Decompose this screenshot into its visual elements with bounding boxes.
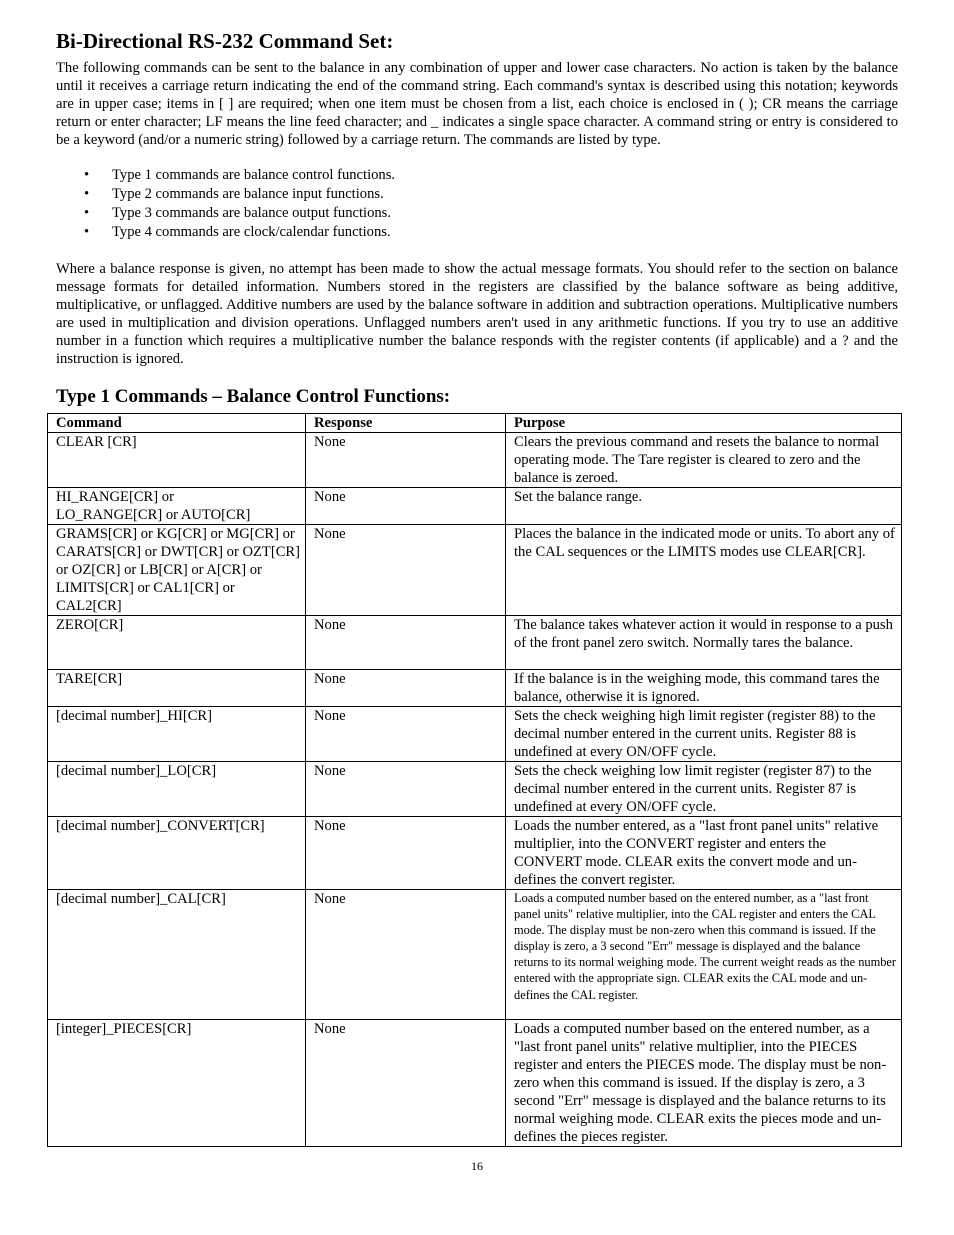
response-cell: None xyxy=(306,762,506,817)
command-types-list xyxy=(56,166,856,242)
command-cell: HI_RANGE[CR] or LO_RANGE[CR] or AUTO[CR] xyxy=(48,488,306,525)
command-cell: [decimal number]_CAL[CR] xyxy=(48,890,306,1020)
response-cell: None xyxy=(306,1020,506,1147)
command-cell: [decimal number]_CONVERT[CR] xyxy=(48,817,306,890)
list-item xyxy=(56,166,856,185)
response-cell: None xyxy=(306,525,506,616)
list-item-text: Type 3 commands are balance output functions. xyxy=(112,205,392,221)
purpose-cell: The balance takes whatever action it would in response to a push of the front panel zero switch. Normally tares the balance. xyxy=(506,616,902,670)
purpose-cell: Clears the previous command and resets the balance to normal operating mode. The Tare register is cleared to zero and the balance is zeroed. xyxy=(506,433,902,488)
command-cell: GRAMS[CR] or KG[CR] or MG[CR] or CARATS[CR] or DWT[CR] or OZT[CR] or OZ[CR] or LB[CR] or A[CR] or LIMITS[CR] or CAL1[CR] or CAL2[CR] xyxy=(48,525,306,616)
response-cell: None xyxy=(306,890,506,1020)
column-header-response: Response xyxy=(306,414,506,433)
column-header-purpose: Purpose xyxy=(506,414,902,433)
list-item xyxy=(56,204,856,223)
command-cell: TARE[CR] xyxy=(48,670,306,707)
table-header-row xyxy=(48,414,902,433)
response-cell: None xyxy=(306,707,506,762)
list-item xyxy=(56,223,856,242)
table-row xyxy=(48,762,902,817)
list-item-text: Type 2 commands are balance input functions. xyxy=(112,186,384,202)
commands-table xyxy=(47,413,902,1147)
section-title: Type 1 Commands – Balance Control Functions: xyxy=(56,386,451,407)
table-row xyxy=(48,1020,902,1147)
command-cell: [integer]_PIECES[CR] xyxy=(48,1020,306,1147)
purpose-cell: Set the balance range. xyxy=(506,488,902,525)
list-item-text: Type 4 commands are clock/calendar functions. xyxy=(112,224,391,240)
intro-paragraph: The following commands can be sent to the balance in any combination of upper and lower case characters. No action is taken by the balance until it receives a carriage return indicating the end of the command string. Each command's syntax is described using this notation; keywords are in upper case; items in [ ] are required; when one item must be chosen from a list, each choice is enclosed in ( ); CR means the carriage return or enter character; LF means the line feed character; and _ indicates a single space character. A command string or entry is considered to be a keyword (and/or a numeric string) followed by a carriage return. The commands are listed by type. xyxy=(56,60,898,148)
purpose-cell: Sets the check weighing high limit register (register 88) to the decimal number entered in the current units. Register 88 is undefined at every ON/OFF cycle. xyxy=(506,707,902,762)
purpose-cell: Loads a computed number based on the entered number, as a "last front panel units" relative multiplier, into the CAL register and enters the CAL mode. The display must be non-zero when this command is issued. If the display is zero, a 3 second "Err" message is displayed and the balance returns to its normal weighing mode. The current weight reads as the number entered with the appropriate sign. CLEAR exits the CAL mode and un-defines the CAL register. xyxy=(506,890,902,1020)
table-row xyxy=(48,670,902,707)
page-number: 16 xyxy=(471,1159,483,1173)
table-row xyxy=(48,890,902,1020)
table-row xyxy=(48,616,902,670)
bullet-icon: • xyxy=(84,205,90,221)
response-cell: None xyxy=(306,433,506,488)
purpose-cell: Sets the check weighing low limit register (register 87) to the decimal number entered in the current units. Register 87 is undefined at every ON/OFF cycle. xyxy=(506,762,902,817)
response-cell: None xyxy=(306,670,506,707)
column-header-command: Command xyxy=(48,414,306,433)
purpose-cell: Loads the number entered, as a "last front panel units" relative multiplier, into the CONVERT register and enters the CONVERT mode. CLEAR exits the convert mode and un-defines the convert register. xyxy=(506,817,902,890)
command-cell: [decimal number]_LO[CR] xyxy=(48,762,306,817)
command-cell: CLEAR [CR] xyxy=(48,433,306,488)
response-cell: None xyxy=(306,616,506,670)
table-row xyxy=(48,433,902,488)
table-row xyxy=(48,817,902,890)
page-heading: Bi-Directional RS-232 Command Set: xyxy=(56,29,394,53)
table-row xyxy=(48,707,902,762)
purpose-cell: If the balance is in the weighing mode, this command tares the balance, otherwise it is ignored. xyxy=(506,670,902,707)
bullet-icon: • xyxy=(84,224,90,240)
command-cell: [decimal number]_HI[CR] xyxy=(48,707,306,762)
command-cell: ZERO[CR] xyxy=(48,616,306,670)
table-row xyxy=(48,525,902,616)
bullet-icon: • xyxy=(84,167,90,183)
response-notes-paragraph: Where a balance response is given, no attempt has been made to show the actual message formats. You should refer to the section on balance message formats for detailed information. Numbers stored in the registers are classified by the balance software as being additive, multiplicative, or unflagged. Additive numbers are used by the balance software in addition and subtraction operations. Multiplicative numbers are used in multiplication and division operations. Unflagged numbers aren't used in any arithmetic functions. If you try to use an additive number in a function which requires a multiplicative number the balance responds with the register contents (if applicable) and a ? and the instruction is ignored. xyxy=(56,261,898,367)
bullet-icon: • xyxy=(84,186,90,202)
response-cell: None xyxy=(306,817,506,890)
purpose-cell: Places the balance in the indicated mode or units. To abort any of the CAL sequences or the LIMITS modes use CLEAR[CR]. xyxy=(506,525,902,616)
response-cell: None xyxy=(306,488,506,525)
purpose-cell: Loads a computed number based on the entered number, as a "last front panel units" relative multiplier, into the PIECES register and enters the PIECES mode. The display must be non-zero when this command is issued. If the display is zero, a 3 second "Err" message is displayed and the balance returns to its normal weighing mode. CLEAR exits the pieces mode and un-defines the pieces register. xyxy=(506,1020,902,1147)
list-item xyxy=(56,185,856,204)
list-item-text: Type 1 commands are balance control functions. xyxy=(112,167,396,183)
table-row xyxy=(48,488,902,525)
